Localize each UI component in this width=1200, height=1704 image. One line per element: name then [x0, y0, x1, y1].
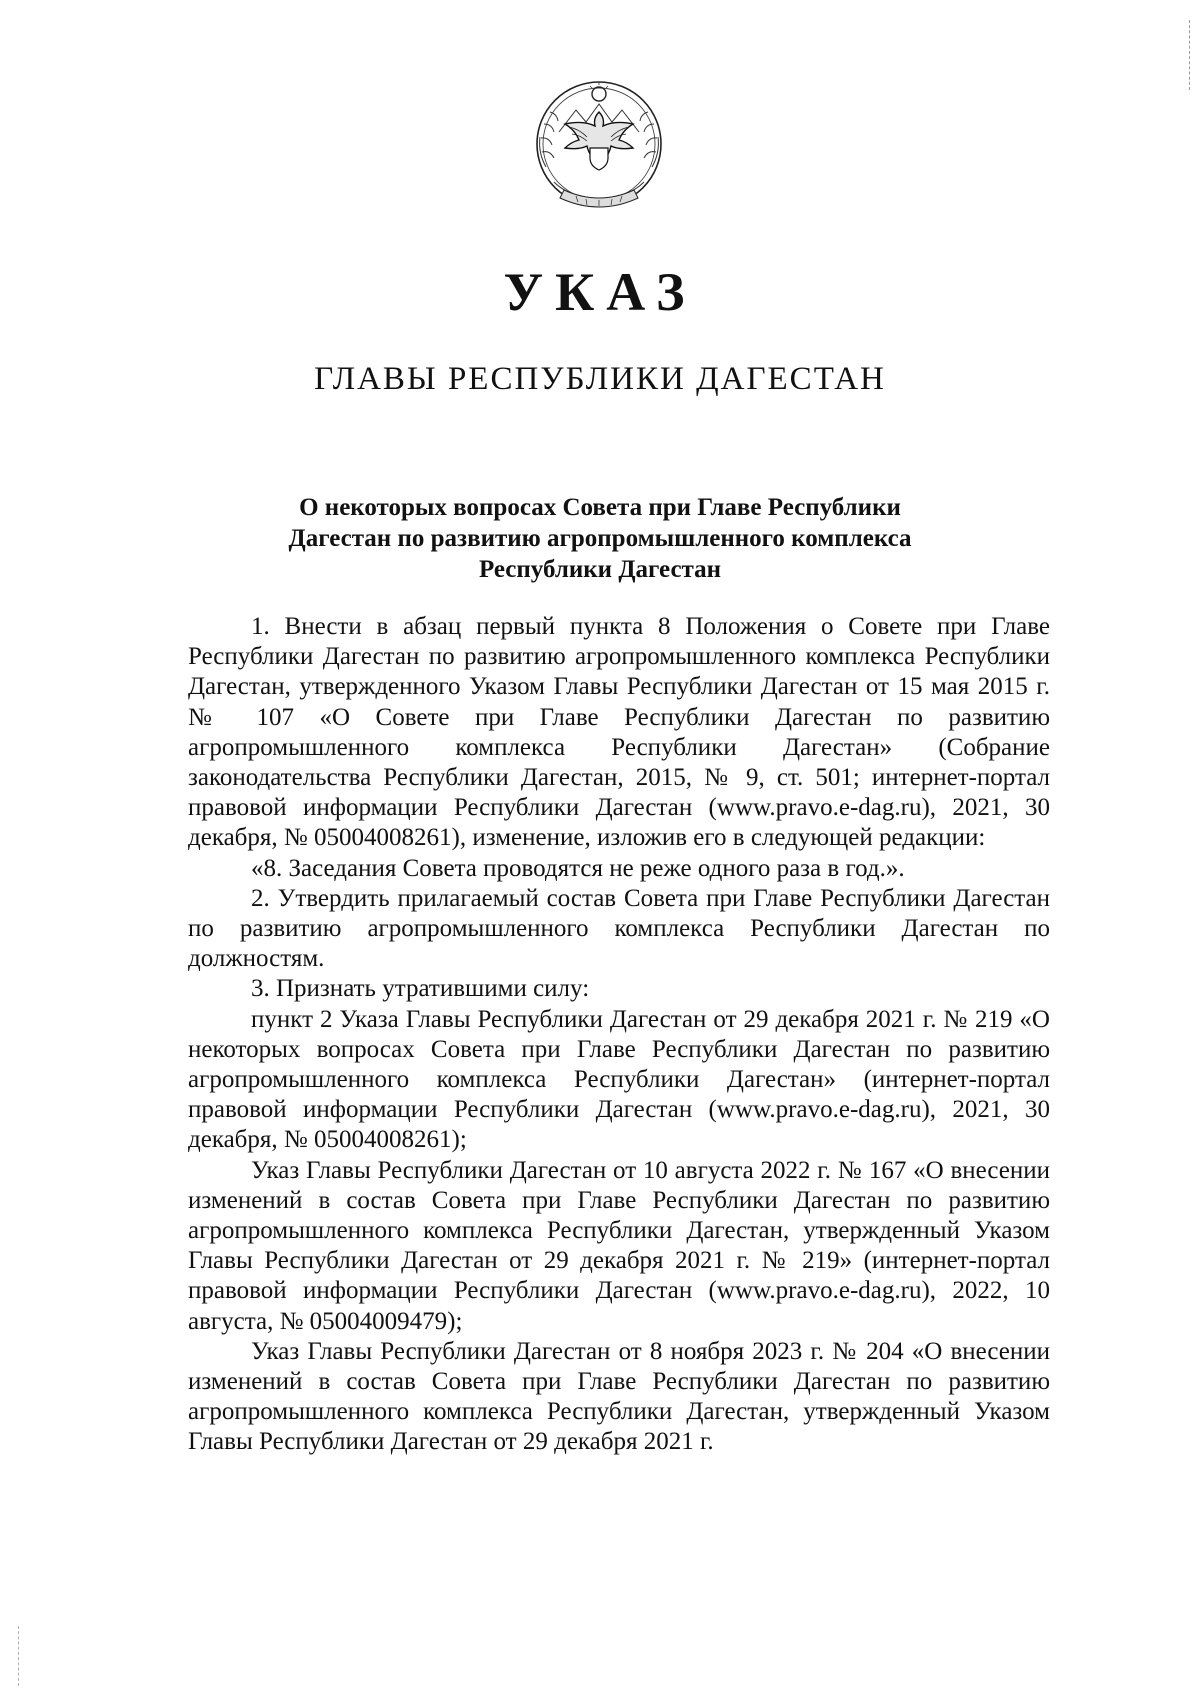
- paragraph-3-item-1: пункт 2 Указа Главы Республики Дагестан от 29 декабря 2021 г. № 219 «О некоторых вопросах Совета при Главе Республики Дагестан по развитию агропромышленного комплекса Республики Дагестан» (интернет-портал правовой информации Республики Дагестан (www.pravo.e-dag.ru), 2021, 30 декабря, № 05004008261);: [188, 1005, 1050, 1154]
- paragraph-3-item-3: Указ Главы Республики Дагестан от 8 ноября 2023 г. № 204 «О внесении изменений в состав Совета при Главе Республики Дагестан по развитию агропромышленного комплекса Республики Дагестан, утвержденный Указом Главы Республики Дагестан от 29 декабря 2021 г.: [188, 1337, 1050, 1456]
- scan-artifact: [1188, 20, 1190, 90]
- paragraph-3: 3. Признать утратившими силу:: [251, 975, 590, 1003]
- paragraph-1: 1. Внести в абзац первый пункта 8 Положения о Совете при Главе Республики Дагестан по развитию агропромышленного комплекса Республики Дагестан, утвержденного Указом Главы Республики Дагестан от 15 мая 2015 г. № 107 «О Совете при Главе Республики Дагестан по развитию агропромышленного комплекса Республики Дагестан» (Собрание законодательства Республики Дагестан, 2015, № 9, ст. 501; интернет-портал правовой информации Республики Дагестан (www.pravo.e-dag.ru), 2021, 30 декабря, № 05004008261), изменение, изложив его в следующей редакции:: [188, 613, 1050, 852]
- document-title: УКАЗ: [503, 262, 697, 322]
- paragraph-3-item-2: Указ Главы Республики Дагестан от 10 августа 2022 г. № 167 «О внесении изменений в состав Совета при Главе Республики Дагестан по развитию агропромышленного комплекса Республики Дагестан, утвержденный Указом Главы Республики Дагестан от 29 декабря 2021 г. № 219» (интернет-портал правовой информации Республики Дагестан (www.pravo.e-dag.ru), 2022, 10 августа, № 05004009479);: [188, 1156, 1050, 1335]
- document-heading: [250, 492, 950, 585]
- coat-of-arms-icon: [524, 72, 674, 232]
- document-issuer: ГЛАВЫ РЕСПУБЛИКИ ДАГЕСТАН: [314, 361, 886, 397]
- scan-artifact: [18, 1626, 20, 1686]
- heading-line: Республики Дагестан: [478, 556, 722, 583]
- paragraph-2: 2. Утвердить прилагаемый состав Совета при Главе Республики Дагестан по развитию агропромышленного комплекса Республики Дагестан по должностям.: [188, 884, 1050, 973]
- heading-line: О некоторых вопросах Совета при Главе Республики: [299, 494, 901, 521]
- paragraph-quote: «8. Заседания Совета проводятся не реже одного раза в год.».: [251, 854, 905, 882]
- document-body: [188, 612, 1050, 1458]
- heading-line: Дагестан по развитию агропромышленного комплекса: [288, 525, 912, 552]
